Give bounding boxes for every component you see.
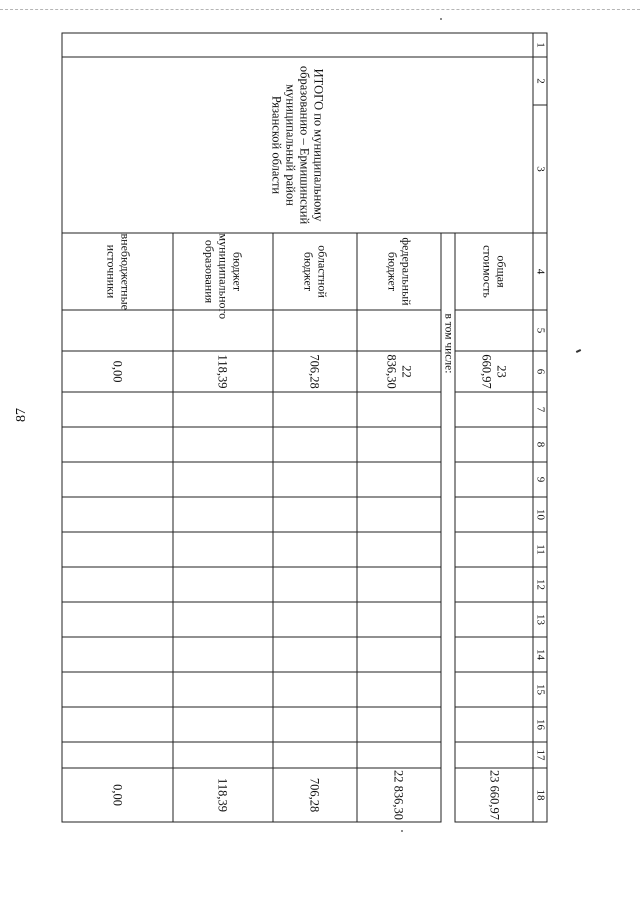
value-col18: 22 836,30 <box>357 768 441 822</box>
empty-cell <box>357 497 441 532</box>
empty-cell <box>173 462 273 497</box>
column-number: 16 <box>533 707 547 742</box>
empty-cell <box>455 427 533 462</box>
empty-cell <box>357 672 441 707</box>
column-number: 7 <box>533 392 547 427</box>
budget-table-wrapper <box>75 30 550 820</box>
page-number: 87 <box>14 408 29 422</box>
total-row <box>455 33 533 822</box>
empty-cell <box>62 672 173 707</box>
column-number: 13 <box>533 602 547 637</box>
empty-cell <box>455 462 533 497</box>
empty-cell <box>455 567 533 602</box>
row-label: областной бюджет <box>273 233 357 310</box>
value-col6: 23 660,97 <box>455 351 533 392</box>
scan-edge-line <box>0 9 640 10</box>
column-number: 8 <box>533 427 547 462</box>
column-number: 17 <box>533 742 547 768</box>
empty-cell <box>357 567 441 602</box>
scan-speck <box>576 349 581 353</box>
empty-cell <box>173 742 273 768</box>
empty-cell <box>62 567 173 602</box>
cell-col1 <box>62 33 533 57</box>
column-number: 12 <box>533 567 547 602</box>
empty-cell <box>455 637 533 672</box>
scan-dot <box>401 830 403 832</box>
empty-cell <box>273 742 357 768</box>
value-col6: 118,39 <box>173 351 273 392</box>
row-label: внебюджетные источники <box>62 233 173 310</box>
empty-cell <box>62 602 173 637</box>
empty-cell <box>273 462 357 497</box>
empty-cell <box>455 532 533 567</box>
empty-cell <box>173 427 273 462</box>
row-label: общая стоимость <box>455 233 533 310</box>
column-number: 2 <box>533 57 547 105</box>
empty-cell <box>62 462 173 497</box>
empty-cell <box>357 742 441 768</box>
empty-cell <box>357 707 441 742</box>
column-number: 5 <box>533 310 547 351</box>
column-number: 9 <box>533 462 547 497</box>
empty-cell <box>173 637 273 672</box>
column-number: 11 <box>533 532 547 567</box>
column-number: 6 <box>533 351 547 392</box>
empty-cell <box>357 427 441 462</box>
empty-cell <box>62 707 173 742</box>
empty-cell <box>357 532 441 567</box>
empty-cell <box>62 497 173 532</box>
empty-cell <box>273 532 357 567</box>
row-label: бюджет муниципального образования <box>173 233 273 310</box>
empty-cell <box>455 310 533 351</box>
column-number: 14 <box>533 637 547 672</box>
column-number: 4 <box>533 233 547 310</box>
empty-cell <box>357 637 441 672</box>
budget-table <box>61 33 547 823</box>
empty-cell <box>357 392 441 427</box>
empty-cell <box>62 532 173 567</box>
column-number: 18 <box>533 768 547 822</box>
empty-cell <box>173 707 273 742</box>
empty-cell <box>357 602 441 637</box>
empty-cell <box>173 602 273 637</box>
row-label: федеральный бюджет <box>357 233 441 310</box>
empty-cell <box>455 497 533 532</box>
value-col6: 706,28 <box>273 351 357 392</box>
empty-cell <box>173 392 273 427</box>
empty-cell <box>455 672 533 707</box>
empty-cell <box>273 567 357 602</box>
scan-dot <box>440 18 442 20</box>
empty-cell <box>273 637 357 672</box>
empty-cell <box>455 602 533 637</box>
column-number: 3 <box>533 105 547 233</box>
empty-cell <box>173 567 273 602</box>
empty-cell <box>273 310 357 351</box>
column-number: 10 <box>533 497 547 532</box>
empty-cell <box>62 427 173 462</box>
empty-cell <box>62 637 173 672</box>
column-number-row <box>533 33 547 822</box>
value-col18: 118,39 <box>173 768 273 822</box>
value-col6: 22 836,30 <box>357 351 441 392</box>
empty-cell <box>62 392 173 427</box>
empty-cell <box>455 742 533 768</box>
empty-cell <box>62 310 173 351</box>
empty-cell <box>357 462 441 497</box>
empty-cell <box>273 427 357 462</box>
value-col18: 23 660,97 <box>455 768 533 822</box>
empty-cell <box>273 672 357 707</box>
value-col6: 0,00 <box>62 351 173 392</box>
empty-cell <box>273 497 357 532</box>
empty-cell <box>455 707 533 742</box>
value-col18: 0,00 <box>62 768 173 822</box>
column-number: 15 <box>533 672 547 707</box>
empty-cell <box>273 392 357 427</box>
empty-cell <box>273 707 357 742</box>
empty-cell <box>357 310 441 351</box>
empty-cell <box>273 602 357 637</box>
including-label: в том числе: <box>441 233 455 822</box>
value-col18: 706,28 <box>273 768 357 822</box>
itogo-label: ИТОГО по муниципальному образованию – Ермишинский муниципальный район Рязанской области <box>62 57 533 233</box>
empty-cell <box>62 742 173 768</box>
empty-cell <box>173 672 273 707</box>
empty-cell <box>173 497 273 532</box>
empty-cell <box>455 392 533 427</box>
empty-cell <box>173 532 273 567</box>
column-number: 1 <box>533 33 547 57</box>
